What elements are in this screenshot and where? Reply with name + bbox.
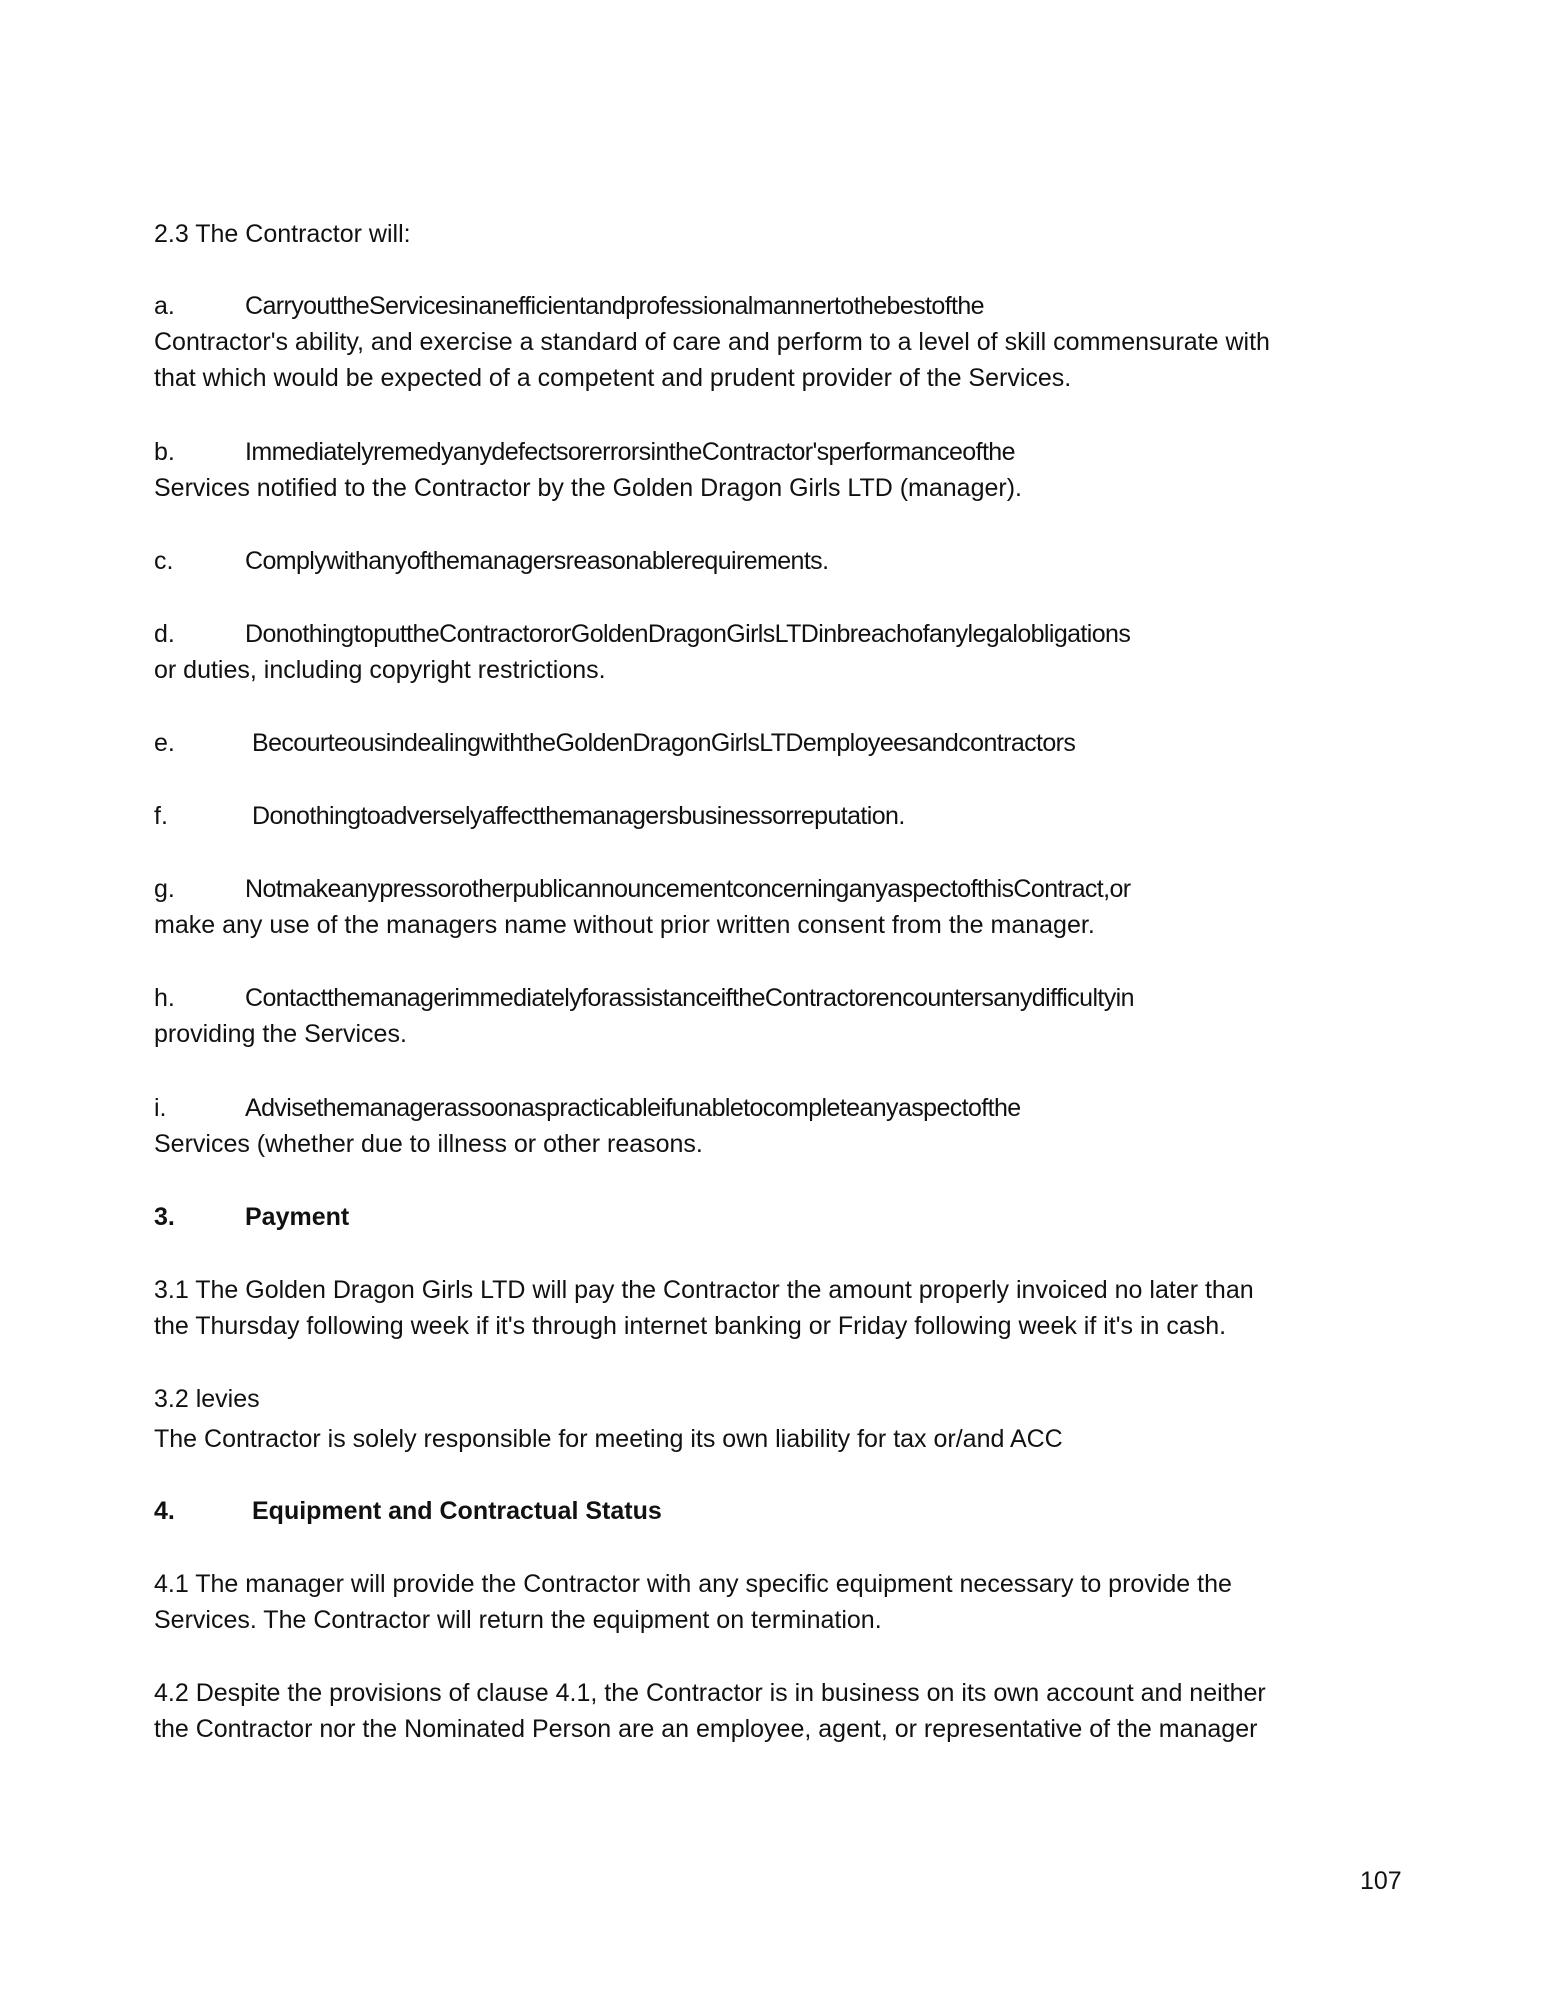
item-b-text: ImmediatelyremedyanydefectsorerrorsintheContractor'sperformanceofthe bbox=[245, 438, 1015, 466]
item-label-g: g. bbox=[154, 875, 175, 903]
item-i-text: Advisethemanagerassoonaspracticableifunabletocompleteanyaspectofthe bbox=[245, 1094, 1021, 1122]
item-g-text: NotmakeanypressorotherpublicannouncementconcerninganyaspectofthisContract,or bbox=[245, 875, 1131, 903]
item-label-f: f. bbox=[154, 802, 168, 830]
item-d-cont-1: or duties, including copyright restrictions. bbox=[154, 656, 606, 684]
para-3-1-line-1: 3.1 The Golden Dragon Girls LTD will pay the Contractor the amount properly invoiced no later than bbox=[154, 1276, 1254, 1304]
page-number: 107 bbox=[1360, 1867, 1402, 1895]
item-label-h: h. bbox=[154, 984, 175, 1012]
item-a-cont-1: Contractor's ability, and exercise a standard of care and perform to a level of skill commensurate with bbox=[154, 328, 1270, 356]
item-b-cont-1: Services notified to the Contractor by the Golden Dragon Girls LTD (manager). bbox=[154, 474, 1022, 502]
item-a-cont-2: that which would be expected of a competent and prudent provider of the Services. bbox=[154, 364, 1072, 392]
item-a-text: CarryouttheServicesinanefficientandprofessionalmannertothebestofthe bbox=[245, 292, 984, 320]
item-label-i: i. bbox=[154, 1094, 167, 1122]
item-label-d: d. bbox=[154, 620, 175, 648]
section-3-number: 3. bbox=[154, 1203, 175, 1231]
item-d-text: DonothingtoputtheContractororGoldenDragonGirlsLTDinbreachofanylegalobligations bbox=[245, 620, 1131, 648]
item-h-text: ContactthemanagerimmediatelyforassistanceiftheContractorencountersanydifficultyin bbox=[245, 984, 1134, 1012]
item-f-text: Donothingtoadverselyaffectthemanagersbusinessorreputation. bbox=[252, 802, 905, 830]
item-h-cont-1: providing the Services. bbox=[154, 1020, 407, 1048]
para-4-1-line-1: 4.1 The manager will provide the Contractor with any specific equipment necessary to provide the bbox=[154, 1570, 1232, 1598]
item-label-b: b. bbox=[154, 438, 175, 466]
item-label-a: a. bbox=[154, 292, 175, 320]
item-e-text: BecourteousindealingwiththeGoldenDragonGirlsLTDemployeesandcontractors bbox=[252, 729, 1076, 757]
section-4-number: 4. bbox=[154, 1497, 175, 1525]
item-label-c: c. bbox=[154, 547, 174, 575]
item-label-e: e. bbox=[154, 729, 175, 757]
item-g-cont-1: make any use of the managers name without prior written consent from the manager. bbox=[154, 911, 1095, 939]
section-4-title: Equipment and Contractual Status bbox=[252, 1497, 662, 1525]
para-4-2-line-2: the Contractor nor the Nominated Person are an employee, agent, or representative of the manager bbox=[154, 1715, 1258, 1743]
para-3-2-heading: 3.2 levies bbox=[154, 1385, 260, 1413]
para-3-2-text: The Contractor is solely responsible for meeting its own liability for tax or/and ACC bbox=[154, 1425, 1063, 1453]
item-c-text: Complywithanyofthemanagersreasonablerequirements. bbox=[245, 547, 829, 575]
section-2-3-heading: 2.3 The Contractor will: bbox=[154, 220, 411, 248]
section-3-title: Payment bbox=[245, 1203, 350, 1231]
para-3-1-line-2: the Thursday following week if it's through internet banking or Friday following week if it's in cash. bbox=[154, 1312, 1227, 1340]
item-i-cont-1: Services (whether due to illness or other reasons. bbox=[154, 1130, 703, 1158]
para-4-2-line-1: 4.2 Despite the provisions of clause 4.1, the Contractor is in business on its own account and neither bbox=[154, 1679, 1266, 1707]
para-4-1-line-2: Services. The Contractor will return the equipment on termination. bbox=[154, 1606, 882, 1634]
